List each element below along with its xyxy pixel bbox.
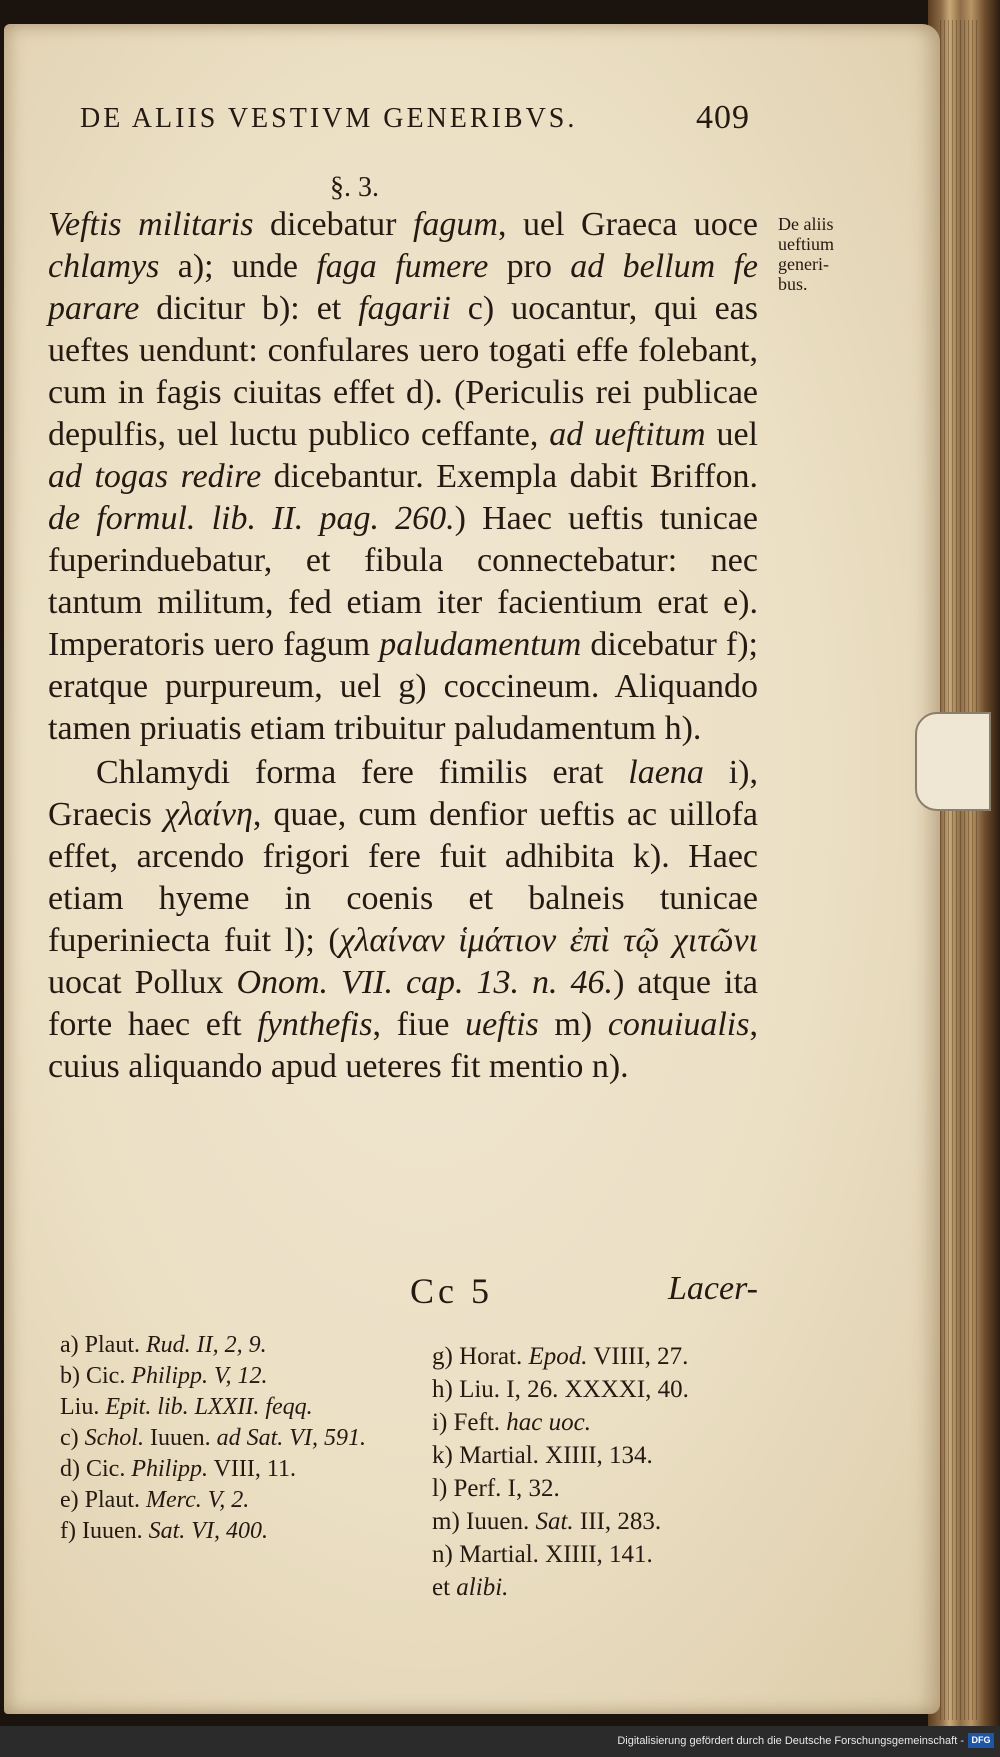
text-span: Sat. [535, 1508, 574, 1535]
text-span: dicebatur [253, 206, 413, 243]
text-span: fagarii [358, 290, 451, 327]
text-span: ad Sat. VI, 591. [216, 1425, 366, 1451]
margin-note [778, 214, 860, 294]
text-span: Veftis militaris [48, 206, 254, 243]
section-mark: §. 3. [330, 172, 379, 203]
text-span: n) Martial. XIIII, 141. [432, 1541, 653, 1568]
digitization-credit: Digitalisierung gefördert durch die Deutsche Forschungsgemeinschaft - [617, 1735, 964, 1747]
text-span: dicebantur. Exempla dabit Briffon. [261, 458, 759, 495]
footnote [60, 1454, 420, 1485]
text-span: dicebatur f); eratque purpureum, uel g) coccineum. Aliquando tamen priuatis etiam tribuitur paludamentum h). [48, 626, 759, 747]
footnote [432, 1439, 782, 1472]
text-span: et [432, 1574, 457, 1601]
text-span: Philipp. V, 12. [131, 1363, 268, 1389]
margin-note-line: De aliis [778, 214, 834, 234]
text-span: c) uocantur, qui eas ueftes uendunt: confulares uero togati effe folebant, cum in fagis ciuitas effet d). (Periculis rei publicae depulfis, uel luctu publico ceffante, [48, 290, 758, 453]
footnote [432, 1472, 782, 1505]
footnote [432, 1340, 782, 1373]
text-span: i), Graecis [48, 754, 758, 833]
text-span: pro [488, 248, 571, 285]
footnote [60, 1423, 420, 1454]
text-span: χλαίνη [163, 796, 253, 833]
text-span: fynthefis [257, 1006, 373, 1043]
footnote [432, 1571, 782, 1604]
text-span: Sat. VI, 400. [148, 1518, 268, 1544]
footnote [432, 1505, 782, 1538]
text-span: f) Iuuen. [60, 1518, 149, 1544]
page-edges [940, 20, 980, 1720]
page-number: 409 [696, 99, 750, 136]
text-span: ) atque ita forte haec eft [48, 964, 758, 1043]
footnote [60, 1516, 420, 1547]
text-span: faga fumere [316, 248, 489, 285]
footnote [60, 1330, 420, 1361]
text-span: ad togas redire [48, 458, 262, 495]
text-span: h) Liu. I, 26. XXXXI, 40. [432, 1376, 689, 1403]
text-span: g) Horat. [432, 1343, 529, 1370]
text-span: Chlamydi forma fere fimilis erat [96, 754, 629, 791]
text-span: χλαίναν ἱμάτιον ἐπὶ τῷ χιτῶνι [339, 922, 758, 959]
text-span: Schol. [84, 1425, 144, 1451]
main-text [48, 204, 758, 1088]
text-span: uel [705, 416, 758, 453]
margin-note-line: bus. [778, 274, 808, 294]
text-span: b) Cic. [60, 1363, 132, 1389]
text-span: m) Iuuen. [432, 1508, 536, 1535]
text-span: a) Plaut. [60, 1332, 146, 1358]
footnotes-right [432, 1340, 782, 1604]
text-span: Merc. V, 2. [145, 1487, 250, 1513]
text-span: conuiualis [607, 1006, 750, 1043]
text-span: III, 283. [573, 1508, 662, 1535]
catchword: Lacer- [668, 1270, 758, 1307]
paragraph-2 [48, 752, 758, 1088]
text-span: i) Feft. [432, 1409, 507, 1436]
text-span: paludamentum [379, 626, 582, 663]
text-span: Epod. [528, 1343, 588, 1370]
text-span: ad ueftitum [549, 416, 706, 453]
margin-note-line: ueftium [778, 234, 834, 254]
text-span: ) Haec ueftis tunicae fuperinduebatur, et fibula connectebatur: nec tantum militum, fed etiam iter facientium erat e). Imperatoris uero fagum [48, 500, 758, 663]
text-span: dicitur b): et [139, 290, 359, 327]
text-span: k) Martial. XIIII, 134. [432, 1442, 653, 1469]
margin-note-line: generi- [778, 254, 829, 274]
footnote [432, 1538, 782, 1571]
text-span: Rud. II, 2, 9. [145, 1332, 267, 1358]
text-span: , uel Graeca uoce [497, 206, 758, 243]
text-span: , fiue [372, 1006, 466, 1043]
text-span: m) [538, 1006, 608, 1043]
text-span: Iuuen. [143, 1425, 217, 1451]
text-span: , quae, cum denfior ueftis ac uillofa effet, arcendo frigori fere fuit adhibita k). Haec etiam hyeme in coenis et balneis tunicae fuperiniecta fuit l); ( [48, 796, 758, 959]
text-span: l) Perf. I, 32. [432, 1475, 560, 1502]
text-span: alibi. [456, 1574, 509, 1601]
footnote [432, 1406, 782, 1439]
text-span: laena [628, 754, 704, 791]
footnotes-left [60, 1330, 420, 1547]
text-span: de formul. lib. II. pag. 260. [48, 500, 455, 537]
text-span: Epit. lib. LXXII. feqq. [105, 1394, 313, 1420]
running-title: DE ALIIS VESTIVM GENERIBVS. [80, 103, 578, 134]
text-span: VIII, 11. [208, 1456, 296, 1482]
dfg-logo: DFG [968, 1733, 994, 1748]
text-span: chlamys [48, 248, 160, 285]
text-span: a); unde [159, 248, 317, 285]
text-span: , cuius aliquando apud ueteres fit mentio n). [48, 1006, 758, 1085]
text-span: Liu. [60, 1394, 106, 1420]
footnote [432, 1373, 782, 1406]
text-span: e) Plaut. [60, 1487, 146, 1513]
text-span: VIIII, 27. [587, 1343, 689, 1370]
footnote [60, 1361, 420, 1392]
page-tab [915, 712, 991, 811]
running-header [80, 99, 750, 143]
text-span: ad bellum fe parare [48, 248, 759, 327]
text-span: ueftis [465, 1006, 539, 1043]
text-span: uocat Pollux [48, 964, 237, 1001]
text-span: d) Cic. [60, 1456, 132, 1482]
footnote [60, 1485, 420, 1516]
paragraph-1 [48, 204, 758, 750]
text-span: c) [60, 1425, 85, 1451]
signature-mark: Cc 5 [410, 1271, 493, 1311]
text-span: Philipp. [131, 1456, 208, 1482]
text-span: fagum [412, 206, 498, 243]
footnote [60, 1392, 420, 1423]
text-span: Onom. VII. cap. 13. n. 46. [236, 964, 614, 1001]
text-span: hac uoc. [506, 1409, 591, 1436]
